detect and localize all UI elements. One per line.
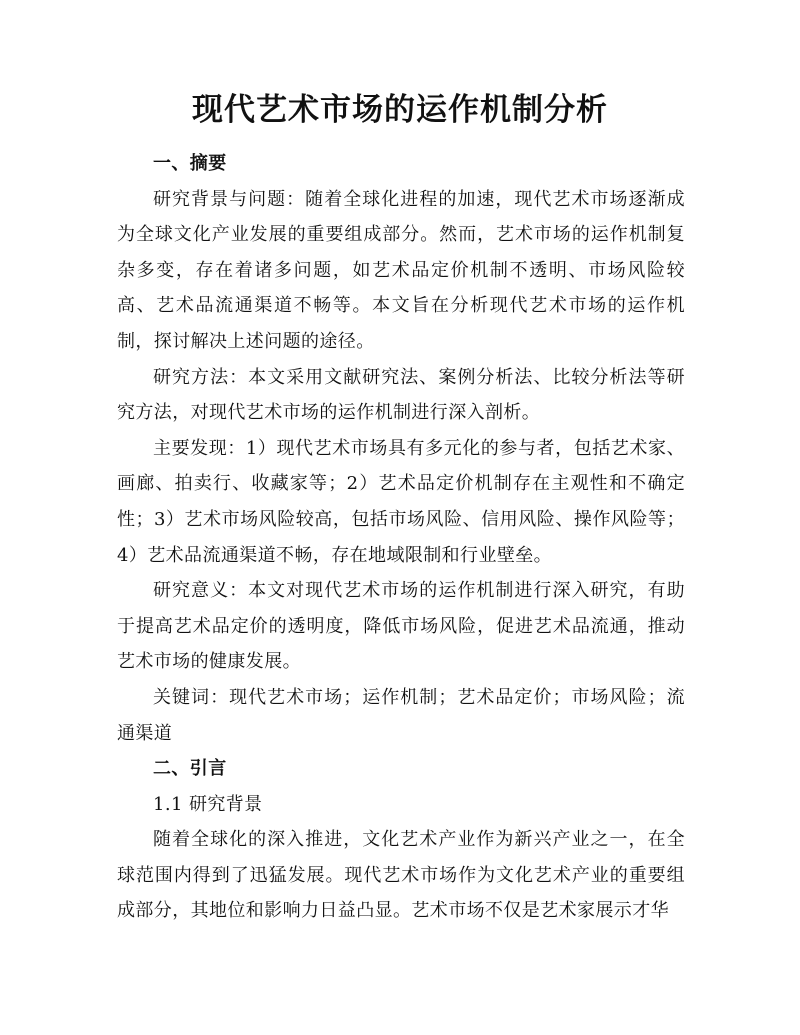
subheading-research-background: 1.1 研究背景: [153, 793, 263, 815]
paragraph-main-findings: 主要发现：1）现代艺术市场具有多元化的参与者，包括艺术家、画廊、拍卖行、收藏家等；2）艺术品定价机制存在主观性和不确定性；3）艺术市场风险较高，包括市场风险、信用风险、操作风险等；4）艺术品流通渠道不畅，存在地域限制和行业壁垒。: [117, 437, 685, 566]
paragraph-research-significance: 研究意义：本文对现代艺术市场的运作机制进行深入研究，有助于提高艺术品定价的透明度，降低市场风险，促进艺术品流通，推动艺术市场的健康发展。: [117, 580, 685, 673]
document-title: 现代艺术市场的运作机制分析: [192, 92, 608, 128]
paragraph-keywords: 关键词：现代艺术市场；运作机制；艺术品定价；市场风险；流通渠道: [117, 686, 685, 744]
paragraph-introduction: 随着全球化的深入推进，文化艺术产业作为新兴产业之一，在全球范围内得到了迅猛发展。现代艺术市场作为文化艺术产业的重要组成部分，其地位和影响力日益凸显。艺术市场不仅是艺术家展示才华: [117, 829, 685, 922]
document-body: [117, 146, 685, 929]
section-heading-abstract: 一、摘要: [153, 153, 227, 174]
section-heading-introduction: 二、引言: [153, 758, 227, 780]
paragraph-research-background: 研究背景与问题：随着全球化进程的加速，现代艺术市场逐渐成为全球文化产业发展的重要组成部分。然而，艺术市场的运作机制复杂多变，存在着诸多问题，如艺术品定价机制不透明、市场风险较高、艺术品流通渠道不畅等。本文旨在分析现代艺术市场的运作机制，探讨解决上述问题的途径。: [117, 188, 685, 352]
paragraph-research-method: 研究方法：本文采用文献研究法、案例分析法、比较分析法等研究方法，对现代艺术市场的运作机制进行深入剖析。: [117, 366, 685, 424]
